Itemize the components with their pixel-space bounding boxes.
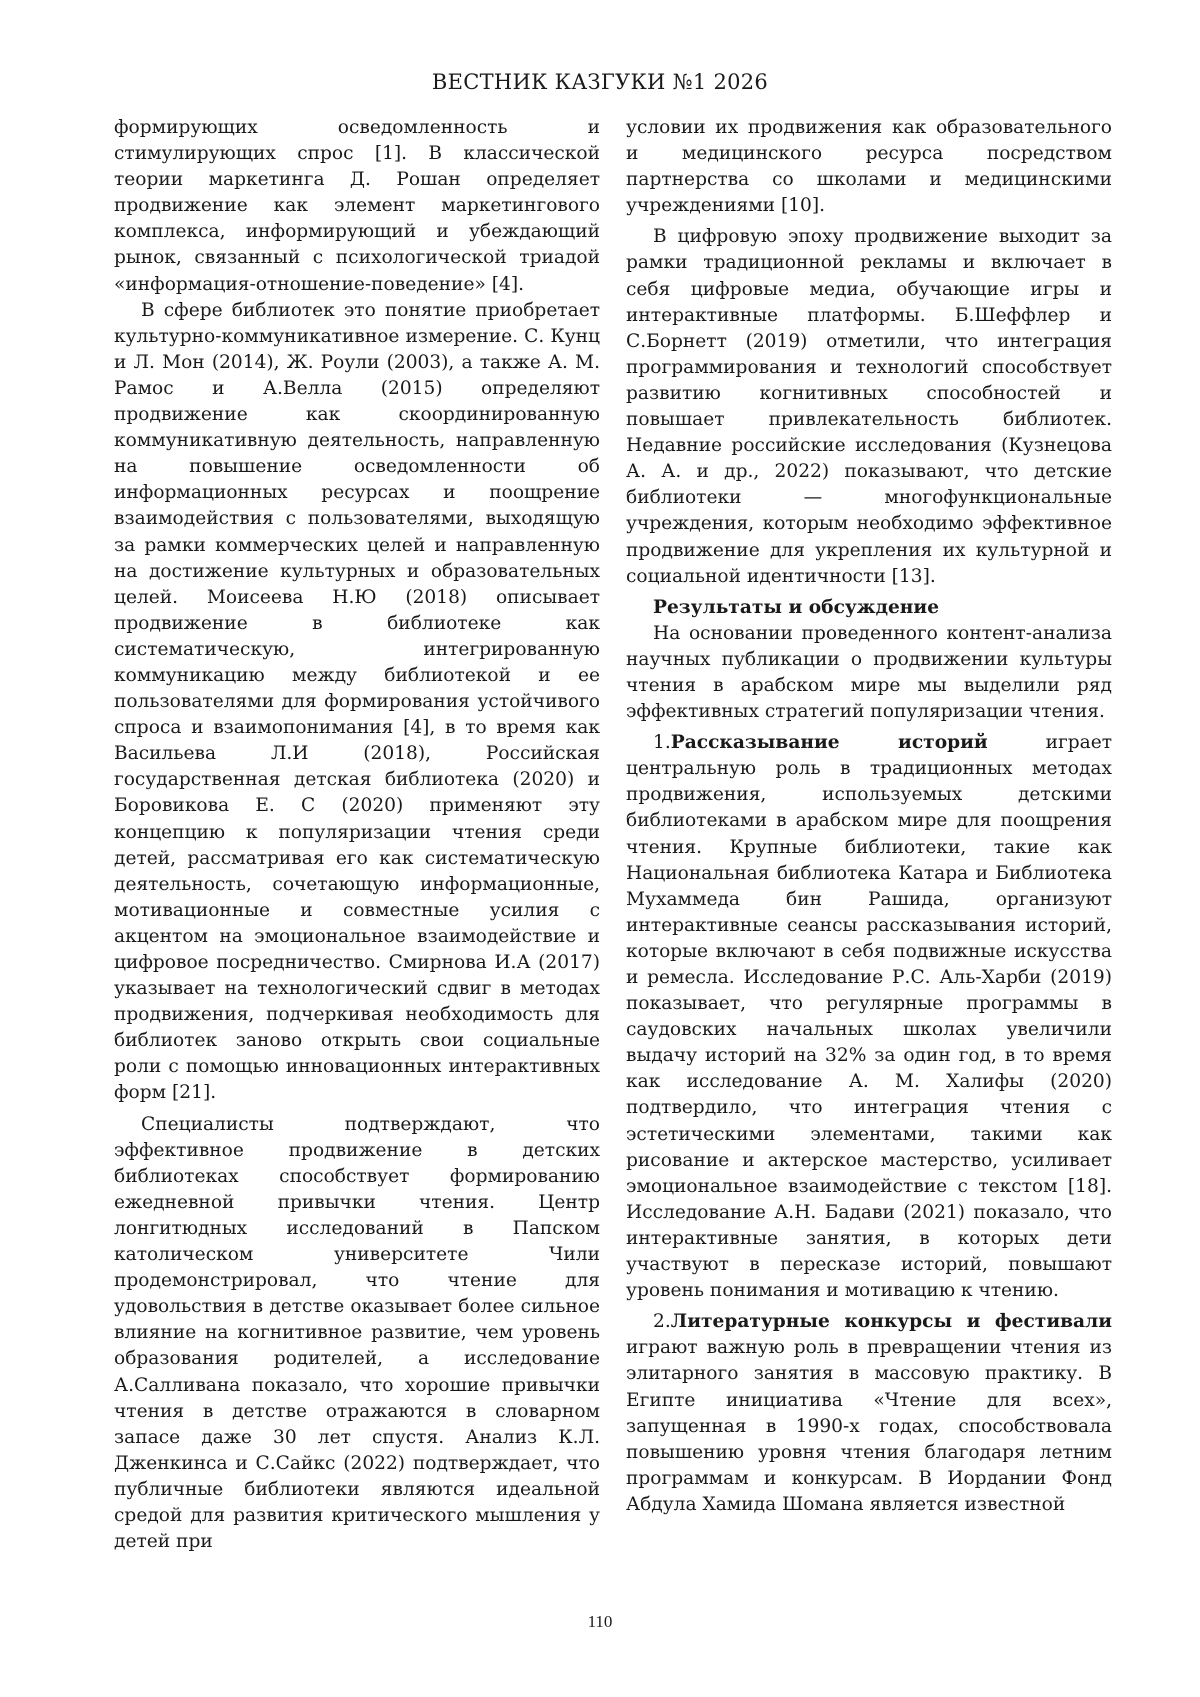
- right-column: [626, 115, 1112, 1518]
- list-item-text: играет центральную роль в традиционных методах продвижения, используемых детскими библиотеками в арабском мире для поощрения чтения. Крупные библиотеки, такие как Национальная библиотека Катара и Библиотека Мухаммеда бин Рашида, организуют интерактивные сеансы рассказывания историй, которые включают в себя подвижные искусства и ремесла. Исследование Р.С. Аль-Харби (2019) показывает, что регулярные программы в саудовских начальных школах увеличили выдачу историй на 32% за один год, в то время как исследование А. М. Халифы (2020) подтвердило, что интеграция чтения с эстетическими элементами, такими как рисование и актерское мастерство, усиливает эмоциональное взаимодействие с текстом [18]. Исследование А.Н. Бадави (2021) показало, что интерактивные занятия, в которых дети участвуют в пересказе историй, повышают уровень понимания и мотивацию к чтению.: [626, 732, 1112, 1302]
- section-heading: Результаты и обсуждение: [653, 596, 940, 618]
- paragraph: формирующих осведомленность и стимулирующих спрос [1]. В классической теории маркетинга Д. Рошан определяет продвижение как элемент маркетингового комплекса, информирующий и убеждающий рынок, связанный с психологической триадой «информация-отношение-поведение» [4].: [114, 117, 600, 295]
- paragraph: На основании проведенного контент-анализа научных публикации о продвижении культуры чтения в арабском мире мы выделили ряд эффективных стратегий популяризации чтения.: [626, 622, 1112, 723]
- running-header: ВЕСТНИК КАЗГУКИ №1 2026: [431, 70, 769, 94]
- list-item: [626, 730, 1112, 1304]
- paragraph: условии их продвижения как образовательного и медицинского ресурса посредством партнерства со школами и медицинскими учреждениями [10].: [626, 117, 1112, 217]
- list-item-title: Литературные конкурсы и фестивали: [670, 1311, 1112, 1333]
- list-item-number: 1.: [653, 732, 671, 754]
- paragraph: В сфере библиотек это понятие приобретает культурно-коммуникативное измерение. С. Кунц и Л. Мон (2014), Ж. Роули (2003), а также А. М. Рамос и А.Велла (2015) определяют продвижение как скоординированную коммуникативную деятельность, направленную на повышение осведомленности об информационных ресурсах и поощрение взаимодействия с пользователями, выходящую за рамки коммерческих целей и направленную на достижение культурных и образовательных целей. Моисеева Н.Ю (2018) описывает продвижение в библиотеке как систематическую, интегрированную коммуникацию между библиотекой и ее пользователями для формирования устойчивого спроса и взаимопонимания [4], в то время как Васильева Л.И (2018), Российская государственная детская библиотека (2020) и Боровикова Е. С (2020) применяют эту концепцию к популяризации чтения среди детей, рассматривая его как систематическую деятельность, сочетающую информационные, мотивационные и совместные усилия с акцентом на эмоциональное взаимодействие и цифровое посредничество. Смирнова И.А (2017) указывает на технологический сдвиг в методах продвижения, подчеркивая необходимость для библиотек заново открыть свои социальные роли с помощью инновационных интерактивных форм [21].: [114, 299, 600, 1104]
- left-column: [114, 115, 600, 1555]
- list-item: [626, 1309, 1112, 1518]
- paragraph: Специалисты подтверждают, что эффективное продвижение в детских библиотеках способствует формированию ежедневной привычки чтения. Центр лонгитюдных исследований в Папском католическом университете Чили продемонстрировал, что чтение для удовольствия в детстве оказывает более сильное влияние на когнитивное развитие, чем уровень образования родителей, а исследование А.Салливана показало, что хорошие привычки чтения в детстве отражаются в словарном запасе даже 30 лет спустя. Анализ К.Л. Дженкинса и С.Сайкс (2022) подтверждает, что публичные библиотеки являются идеальной средой для развития критического мышления у детей при: [114, 1113, 600, 1553]
- paragraph: В цифровую эпоху продвижение выходит за рамки традиционной рекламы и включает в себя цифровые медиа, обучающие игры и интерактивные платформы. Б.Шеффлер и С.Борнетт (2019) отметили, что интеграция программирования и технологий способствует развитию когнитивных способностей и повышает привлекательность библиотек. Недавние российские исследования (Кузнецова А. А. и др., 2022) показывают, что детские библиотеки — многофункциональные учреждения, которым необходимо эффективное продвижение для укрепления их культурной и социальной идентичности [13].: [626, 226, 1112, 587]
- list-item-title: Рассказывание историй: [670, 732, 988, 754]
- list-item-text: играют важную роль в превращении чтения из элитарного занятия в массовую практику. В Египте инициатива «Чтение для всех», запущенная в 1990-х годах, способствовала повышению уровня чтения благодаря летним программам и конкурсам. В Иордании Фонд Абдула Хамида Шомана является известной: [626, 1337, 1112, 1515]
- page-number: 110: [587, 1612, 613, 1631]
- list-item-number: 2.: [653, 1311, 671, 1333]
